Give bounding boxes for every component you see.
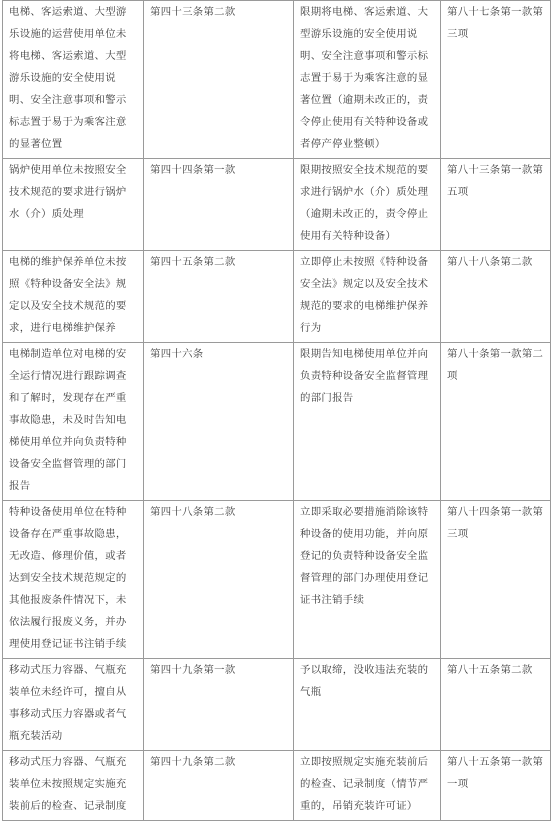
clause-cell: 第四十四条第一款 [144,159,294,251]
penalty-cell: 第八十五条第一款第一项 [441,751,551,821]
table-row [3,751,551,821]
penalty-cell: 第八十八条第二款 [441,251,551,343]
violation-cell: 电梯、客运索道、大型游乐设施的运营使用单位未将电梯、客运索道、大型游乐设施的安全使用说明、安全注意事项和警示标志置于易于为乘客注意的显著位置 [3,1,144,159]
remedy-cell: 限期将电梯、客运索道、大型游乐设施的安全使用说明、安全注意事项和警示标志置于易于为乘客注意的显著位置（逾期未改正的，责令停止使用有关特种设备或者停产停业整顿） [294,1,441,159]
penalty-cell: 第八十五条第二款 [441,659,551,751]
clause-cell: 第四十六条 [144,343,294,501]
table-row [3,343,551,501]
clause-cell: 第四十三条第二款 [144,1,294,159]
table-row [3,501,551,659]
violation-cell: 特种设备使用单位在特种设备存在严重事故隐患，无改造、修理价值，或者达到安全技术规范规定的其他报废条件情况下，未依法履行报废义务，并办理使用登记证书注销手续 [3,501,144,659]
remedy-cell: 立即采取必要措施消除该特种设备的使用功能，并向原登记的负责特种设备安全监督管理的部门办理使用登记证书注销手续 [294,501,441,659]
remedy-cell: 限期告知电梯使用单位并向负责特种设备安全监督管理的部门报告 [294,343,441,501]
violation-cell: 电梯的维护保养单位未按照《特种设备安全法》规定以及安全技术规范的要求，进行电梯维护保养 [3,251,144,343]
penalty-table [2,0,551,821]
clause-cell: 第四十五条第二款 [144,251,294,343]
clause-cell: 第四十九条第二款 [144,751,294,821]
remedy-cell: 立即停止未按照《特种设备安全法》规定以及安全技术规范的要求的电梯维护保养行为 [294,251,441,343]
regulation-document [2,0,550,812]
table-row [3,251,551,343]
table-row [3,1,551,159]
violation-cell: 锅炉使用单位未按照安全技术规范的要求进行锅炉水（介）质处理 [3,159,144,251]
penalty-cell: 第八十三条第一款第五项 [441,159,551,251]
clause-cell: 第四十九条第一款 [144,659,294,751]
table-row [3,659,551,751]
violation-cell: 移动式压力容器、气瓶充装单位未按照规定实施充装前后的检查、记录制度 [3,751,144,821]
penalty-cell: 第八十七条第一款第三项 [441,1,551,159]
remedy-cell: 限期按照安全技术规范的要求进行锅炉水（介）质处理（逾期未改正的，责令停止使用有关特种设备） [294,159,441,251]
penalty-cell: 第八十条第一款第二项 [441,343,551,501]
clause-cell: 第四十八条第二款 [144,501,294,659]
remedy-cell: 予以取缔，没收违法充装的气瓶 [294,659,441,751]
violation-cell: 电梯制造单位对电梯的安全运行情况进行跟踪调查和了解时，发现存在严重事故隐患，未及时告知电梯使用单位并向负责特种设备安全监督管理的部门报告 [3,343,144,501]
penalty-cell: 第八十四条第一款第三项 [441,501,551,659]
remedy-cell: 立即按照规定实施充装前后的检查、记录制度（情节严重的，吊销充装许可证） [294,751,441,821]
table-row [3,159,551,251]
violation-cell: 移动式压力容器、气瓶充装单位未经许可，擅自从事移动式压力容器或者气瓶充装活动 [3,659,144,751]
